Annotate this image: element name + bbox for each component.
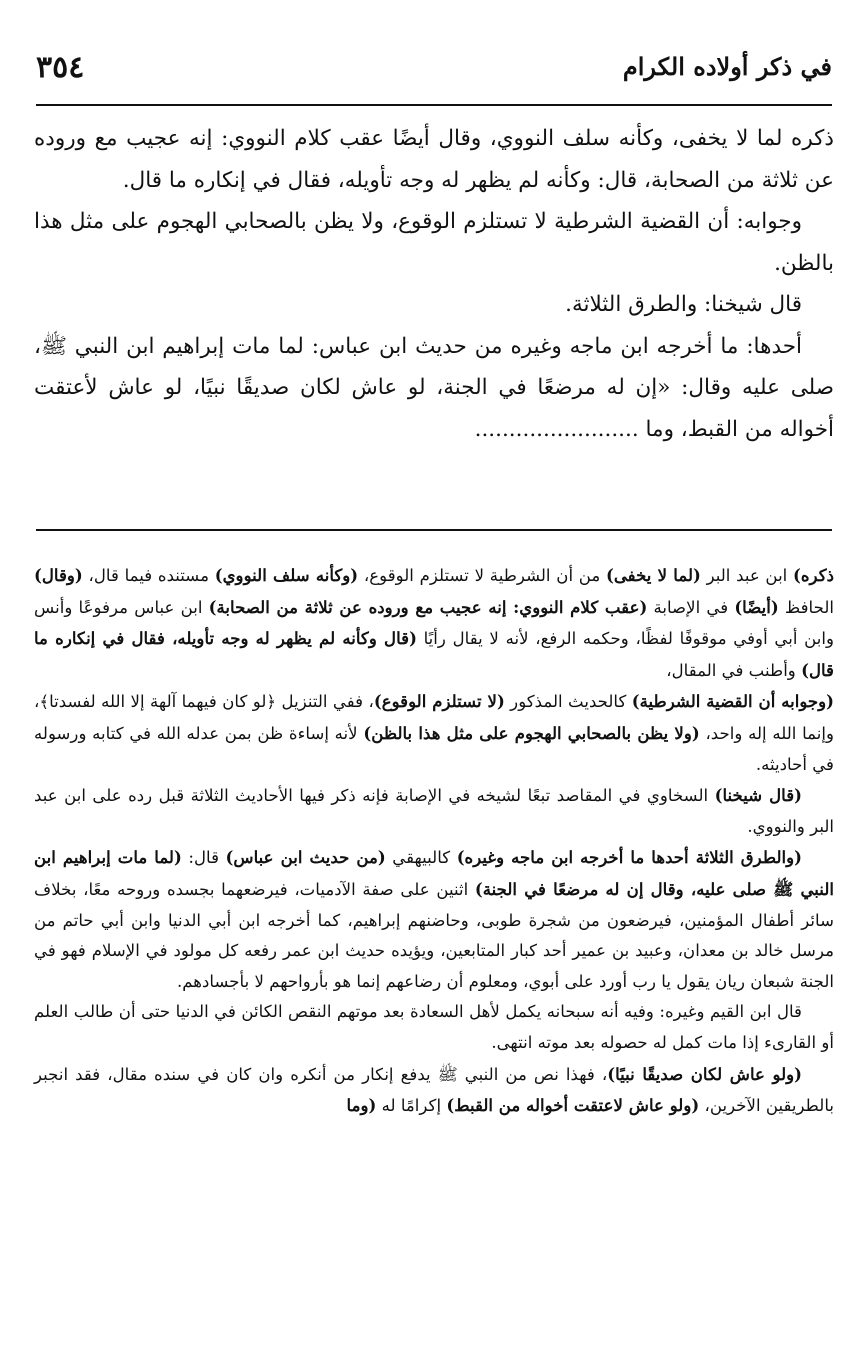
commentary-text-run: اثنين على صفة الآدميات، فيرضعهما بجسده وروحه معًا، بخلاف سائر أطفال المؤمنين، فيرضعون من شجرة طوبى، وحاضنهم إبراهيم، كما أخرجه ابن أبي الدنيا وابن أبي حاتم من مرسل خالد بن معدان، وعبيد بن عمير أحد كبار المتابعين، ويؤيده حديث ابن عمر رفعه كل مولود في الإسلام فهو في الجنة شبعان ريان يقول يا رب أورد على أبوي، ومعلوم أن رضاعهم إنما هو بأرواحهم لا بأجسادهم.	[34, 879, 834, 991]
main-paragraph: ذكره لما لا يخفى، وكأنه سلف النووي، وقال أيضًا عقب كلام النووي: إنه عجيب مع وروده عن ثلاثة من الصحابة، قال: وكأنه لم يظهر له وجه تأويله، فقال في إنكاره ما قال.	[34, 126, 834, 193]
commentary-text-run: من أن الشرطية لا تستلزم الوقوع،	[358, 566, 606, 585]
commentary-text-run: كالحديث المذكور	[504, 692, 632, 712]
commentary-text-run: ابن عباس مرفوعًا وأنس وابن أبي أوفي موقوفًا لفظًا، وحكمه الرفع، لأنه لا يقال رأيًا	[34, 597, 834, 649]
page-number: ٣٥٤	[36, 50, 85, 85]
quoted-phrase: (وكأنه سلف النووي)	[214, 565, 359, 585]
quoted-phrase: (لا تستلزم الوقوع)	[373, 691, 505, 712]
main-paragraph: أحدها: ما أخرجه ابن ماجه وغيره من حديث ابن عباس: لما مات إبراهيم ابن النبي ﷺ، صلى عليه وقال: «إن له مرضعًا في الجنة، لو عاش لكان صديقًا نبيًا، لو عاش لأعتقت أخواله من القبط، وما ........................	[34, 333, 834, 442]
commentary-text-run: ، فهذا نص من النبي ﷺ يدفع إنكار من أنكره وان كان في سنده مقال، فقد انجبر بالطريقين الآخرين،	[34, 1064, 834, 1116]
commentary-text-run: قال:	[181, 848, 226, 868]
quoted-phrase: (لما لا يخفى)	[606, 565, 701, 585]
main-paragraph: وجوابه: أن القضية الشرطية لا تستلزم الوقوع، ولا يظن بالصحابي الهجوم على مثل هذا بالظن.	[34, 209, 834, 276]
commentary-paragraph	[34, 842, 834, 997]
quoted-phrase: (قال شيخنا)	[714, 785, 802, 806]
commentary-paragraph	[34, 560, 834, 686]
commentary-paragraph: قال ابن القيم وغيره: وفيه أنه سبحانه يكمل لأهل السعادة بعد موتهم النقص الكائن في الدنيا حتى أن طالب العلم أو القارىء إذا مات كمل له حصوله بعد موته انتهى.	[34, 1002, 834, 1052]
quoted-phrase: (ولو عاش لاعتقت أخواله من القبط)	[446, 1095, 700, 1116]
quoted-phrase: (أيضًا)	[734, 596, 779, 617]
commentary-text-run: ، ففي التنزيل ﴿لو كان فيهما آلهة إلا الله لفسدتا﴾، وإنما الله إله واحد،	[34, 692, 835, 743]
quoted-phrase: (من حديث ابن عباس)	[225, 847, 386, 868]
commentary-text-run: ابن عبد البر	[700, 566, 794, 585]
commentary-paragraph	[34, 686, 834, 780]
main-text	[34, 118, 834, 450]
commentary-text-run: في الإصابة	[647, 597, 735, 617]
running-title: في ذكر أولاده الكرام	[622, 52, 832, 81]
quoted-phrase: (لما مات إبراهيم ابن النبي ﷺ صلى عليه، وقال إن له مرضعًا في الجنة)	[34, 847, 834, 899]
commentary-text-run: لأنه إساءة ظن بمن عدله الله في كتابه ورسوله في أحاديثه.	[34, 723, 834, 774]
commentary-text-run: الحافظ	[778, 597, 834, 617]
commentary-paragraph	[34, 1059, 834, 1122]
quoted-phrase: (قال وكأنه لم يظهر له وجه تأويله، فقال في إنكاره ما قال)	[34, 628, 834, 680]
commentary-paragraph	[34, 780, 834, 842]
commentary-text-run: إكرامًا له	[376, 1096, 447, 1116]
commentary-text-run: مستنده فيما قال،	[82, 566, 215, 585]
quoted-phrase: (والطرق الثلاثة أحدها ما أخرجه ابن ماجه وغيره)	[456, 847, 802, 868]
quoted-phrase: (وجوابه أن القضية الشرطية)	[631, 691, 835, 712]
commentary-text-run: السخاوي في المقاصد تبعًا لشيخه في الإصابة فإنه ذكر فيها الأحاديث الثلاثة قبل رده على ابن عبد البر والنووي.	[34, 786, 834, 836]
quoted-phrase: (ولا يظن بالصحابي الهجوم على مثل هذا بالظن)	[363, 722, 700, 743]
page-header	[36, 50, 832, 92]
quoted-phrase: (وما	[346, 1095, 377, 1116]
main-paragraph: قال شيخنا: والطرق الثلاثة.	[565, 292, 802, 317]
quoted-phrase: (ولو عاش لكان صديقًا نبيًا)	[607, 1063, 802, 1084]
separator-rule	[36, 529, 832, 531]
quoted-phrase: ذكره)	[793, 565, 835, 585]
commentary-text	[34, 560, 834, 1122]
quoted-phrase: (وقال)	[34, 565, 83, 585]
quoted-phrase: (عقب كلام النووي: إنه عجيب مع وروده عن ثلاثة من الصحابة)	[208, 596, 648, 617]
header-rule	[36, 104, 832, 106]
commentary-text-run: كالبيهقي	[385, 848, 457, 868]
commentary-text-run: وأطنب في المقال،	[666, 660, 802, 680]
